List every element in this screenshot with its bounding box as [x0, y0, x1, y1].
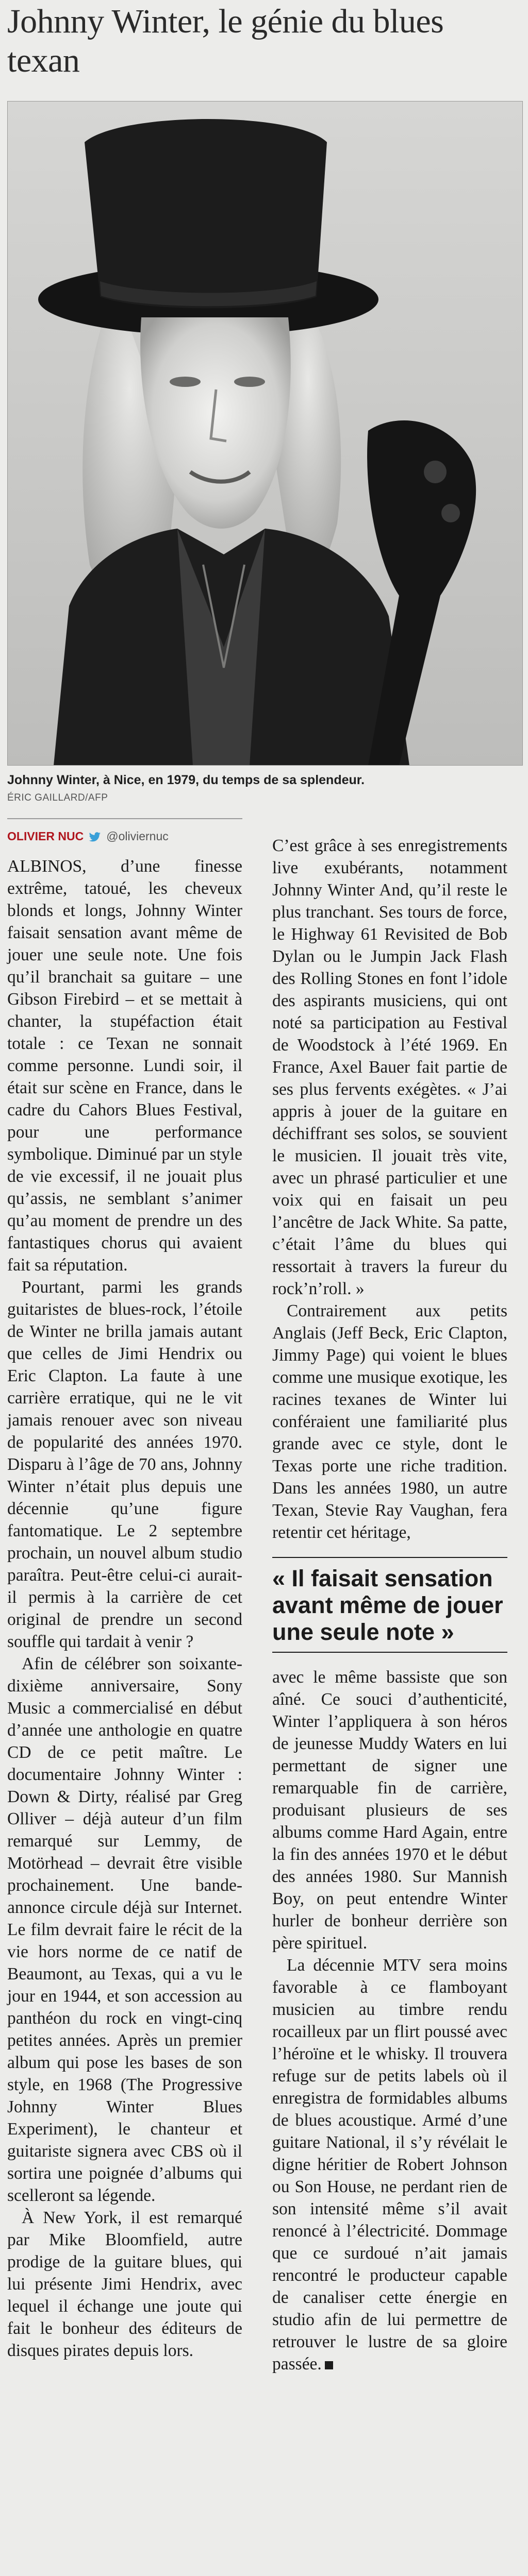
article-column-left: [7, 855, 242, 2362]
johnny-winter-portrait-image: [7, 101, 523, 766]
photo-caption: Johnny Winter, à Nice, en 1979, du temps de sa splendeur.: [7, 773, 365, 787]
article-column-right: [272, 835, 507, 2375]
photo-credit: ÉRIC GAILLARD/AFP: [7, 792, 108, 803]
byline-rule: [7, 818, 242, 819]
body-paragraph: Contrairement aux petits Anglais (Jeff Beck, Eric Clapton, Jimmy Page) qui voient le blues comme une musique exotique, les racines texanes de Winter lui conféraient une familiarité plus grande avec ce style, dont le Texas porte une riche tradition. Dans les années 1980, un autre Texan, Stevie Ray Vaughan, fera retentir cet héritage,: [272, 1301, 507, 1542]
body-paragraph: C’est grâce à ses enregistrements live exubérants, notamment Johnny Winter And, qu’il reste le plus tranchant. Ses tours de force, le Highway 61 Revisited de Bob Dylan ou le Jumpin Jack Flash des Rolling Stones en font l’idole des aspirants musiciens, qui ont noté sa participation au Festival de Woodstock à l’été 1969. En France, Axel Bauer fait partie de ses plus fervents exégètes. « J’ai appris à jouer de la guitare en déchiffrant ses solos, se souvient le musicien. Il jouait très vite, avec un phrasé particulier et une voix qui en faisait un peu l’ancêtre de Jack White. Sa patte, c’était l’âme du blues qui ressortait à travers la fureur du rock’n’roll. »: [272, 836, 507, 1298]
pull-quote: [272, 1557, 507, 1653]
article-headline: Johnny Winter, le génie du blues texan: [7, 3, 444, 79]
byline: [7, 829, 169, 843]
body-paragraph: [272, 1954, 507, 2375]
body-paragraph: À New York, il est remarqué par Mike Bloomfield, autre prodige de la guitare blues, qui lui présente Jimi Hendrix, avec lequel il échange une joute qui fait le bonheur des éditeurs de disques pirates depuis lors.: [7, 2208, 242, 2360]
open-quote-mark-icon: «: [272, 1565, 286, 1591]
end-of-article-square-icon: [325, 2361, 333, 2369]
pull-quote-text: Il faisait sensation avant même de jouer une seule note: [272, 1565, 503, 1645]
body-paragraph: Pourtant, parmi les grands guitaristes de blues-rock, l’étoile de Winter ne brilla jamais autant que celles de Jimi Hendrix ou Eric Clapton. La faute à une carrière erratique, qui ne le vit jamais renouer avec son niveau de popularité des années 1970. Disparu à l’âge de 70 ans, Johnny Winter n’était plus depuis une décennie qu’une figure fantomatique. Le 2 septembre prochain, un nouvel album studio paraîtra. Peut-être celui-ci aurait-il permis à la carrière de cet original de prendre un second souffle qui tardait à venir ?: [7, 1278, 242, 1651]
close-quote-mark-icon: »: [441, 1619, 454, 1645]
article-photo: [7, 101, 523, 766]
body-paragraph: avec le même bassiste que son aîné. Ce souci d’authenticité, Winter l’appliquera à son héros de jeunesse Muddy Waters en lui permettant de signer une remarquable fin de carrière, produisant plusieurs de ses albums comme Hard Again, entre la fin des années 1970 et le début des années 1980. Sur Mannish Boy, on peut entendre Winter hurler de bonheur derrière son père spirituel.: [272, 1668, 507, 1953]
author-twitter-handle[interactable]: @oliviernuc: [106, 829, 169, 843]
body-paragraph-text: La décennie MTV sera moins favorable à ce flamboyant musicien au timbre rendu rocailleux par un flirt poussé avec l’héroïne et le whisky. Il trouvera refuge sur de petits labels où il enregistra de formidables albums de blues acoustique. Armé d’une guitare National, il s’y révélait le digne héritier de Robert Johnson ou Son House, ne perdant rien de son intensité même s’il avait renoncé à l’électricité. Dommage que ce surdoué n’ait jamais rencontré le producteur capable de canaliser cette énergie en studio afin de lui permettre de retrouver le lustre de sa gloire passée.: [272, 1956, 507, 2374]
body-paragraph: Afin de célébrer son soixante-dixième anniversaire, Sony Music a commercialisé en début d’année une anthologie en quatre CD de ce petit maître. Le documentaire Johnny Winter : Down & Dirty, réalisé par Greg Olliver – déjà auteur d’un film remarqué sur Lemmy, de Motörhead – devrait être visible prochainement. Une bande-annonce circule déjà sur Internet. Le film devrait faire le récit de la vie hors norme de ce natif de Beaumont, au Texas, qui a vu le jour en 1944, et son accession au panthéon du rock en vingt-cinq petites années. Après un premier album qui pose les bases de son style, en 1968 (The Progressive Johnny Winter Blues Experiment), le chanteur et guitariste signera avec CBS où il sortira une poignée d’albums qui scelleront sa légende.: [7, 1654, 242, 2205]
author-name: OLIVIER NUC: [7, 829, 84, 843]
twitter-bird-icon[interactable]: [89, 832, 101, 842]
body-paragraph: ALBINOS, d’une finesse extrême, tatoué, les cheveux blonds et longs, Johnny Winter faisait sensation avant même de jouer une seule note. Une fois qu’il branchait sa guitare – une Gibson Firebird – et se mettait à chanter, la stupéfaction était totale : ce Texan ne sonnait comme personne. Lundi soir, il était sur scène en France, dans le cadre du Cahors Blues Festival, pour une performance symbolique. Diminué par un style de vie excessif, il ne jouait plus qu’assis, ne semblant s’animer qu’au moment de prendre un des fantastiques chorus qui avaient fait sa réputation.: [7, 857, 242, 1275]
